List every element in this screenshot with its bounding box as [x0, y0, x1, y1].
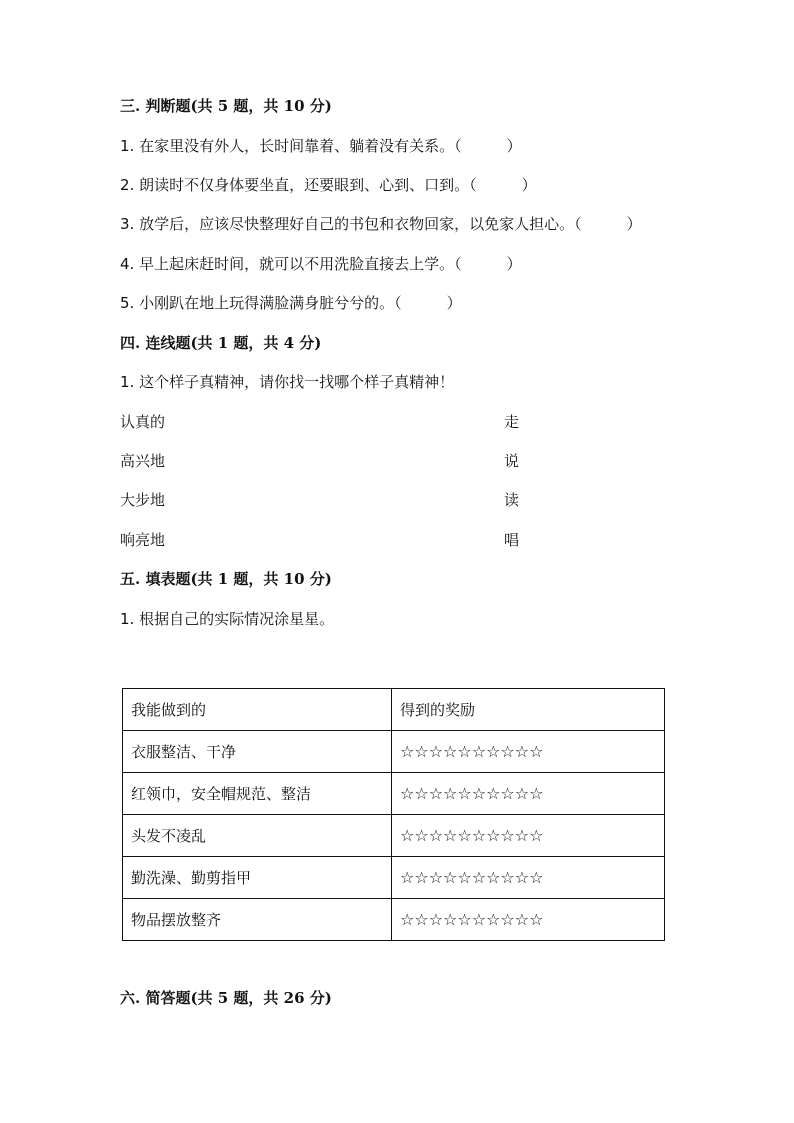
match-right-1: 走: [504, 413, 520, 431]
match-left-3: 大步地: [120, 491, 166, 509]
judge-item-1: 1. 在家里没有外人，长时间靠着、躺着没有关系。（ ）: [120, 137, 522, 155]
table-header-cell: 我能做到的: [123, 689, 392, 731]
table-row: [123, 899, 665, 941]
table-cell-item: 衣服整洁、干净: [123, 731, 392, 773]
table-row: [123, 815, 665, 857]
judge-item-5: 5. 小刚趴在地上玩得满脸满身脏兮兮的。（ ）: [120, 294, 462, 312]
star-rating[interactable]: ☆☆☆☆☆☆☆☆☆☆: [392, 773, 665, 815]
fill-question: 1. 根据自己的实际情况涂星星。: [120, 610, 335, 628]
match-question: 1. 这个样子真精神，请你找一找哪个样子真精神！: [120, 373, 455, 391]
judge-item-2: 2. 朗读时不仅身体要坐直，还要眼到、心到、口到。（ ）: [120, 176, 537, 194]
table-row: [123, 731, 665, 773]
star-rating[interactable]: ☆☆☆☆☆☆☆☆☆☆: [392, 899, 665, 941]
table-cell-item: 物品摆放整齐: [123, 899, 392, 941]
match-left-2: 高兴地: [120, 452, 166, 470]
table-cell-item: 头发不凌乱: [123, 815, 392, 857]
section6-heading: 六. 简答题(共 5 题，共 26 分): [120, 989, 332, 1007]
table-cell-item: 勤洗澡、勤剪指甲: [123, 857, 392, 899]
section3-heading: 三. 判断题(共 5 题，共 10 分): [120, 97, 332, 115]
judge-item-4: 4. 早上起床赶时间，就可以不用洗脸直接去上学。（ ）: [120, 255, 522, 273]
table-row: [123, 857, 665, 899]
match-right-3: 读: [504, 491, 520, 509]
section4-heading: 四. 连线题(共 1 题，共 4 分): [120, 334, 322, 352]
judge-item-3: 3. 放学后，应该尽快整理好自己的书包和衣物回家，以免家人担心。（ ）: [120, 215, 642, 233]
star-rating[interactable]: ☆☆☆☆☆☆☆☆☆☆: [392, 857, 665, 899]
match-left-4: 响亮地: [120, 531, 166, 549]
match-right-4: 唱: [504, 531, 520, 549]
table-cell-item: 红领巾，安全帽规范、整洁: [123, 773, 392, 815]
star-rating[interactable]: ☆☆☆☆☆☆☆☆☆☆: [392, 731, 665, 773]
match-right-2: 说: [504, 452, 520, 470]
match-left-1: 认真的: [120, 413, 166, 431]
section5-heading: 五. 填表题(共 1 题，共 10 分): [120, 570, 332, 588]
star-rating[interactable]: ☆☆☆☆☆☆☆☆☆☆: [392, 815, 665, 857]
star-table: [122, 688, 665, 941]
table-header-cell: 得到的奖励: [392, 689, 665, 731]
table-header-row: [123, 689, 665, 731]
table-row: [123, 773, 665, 815]
